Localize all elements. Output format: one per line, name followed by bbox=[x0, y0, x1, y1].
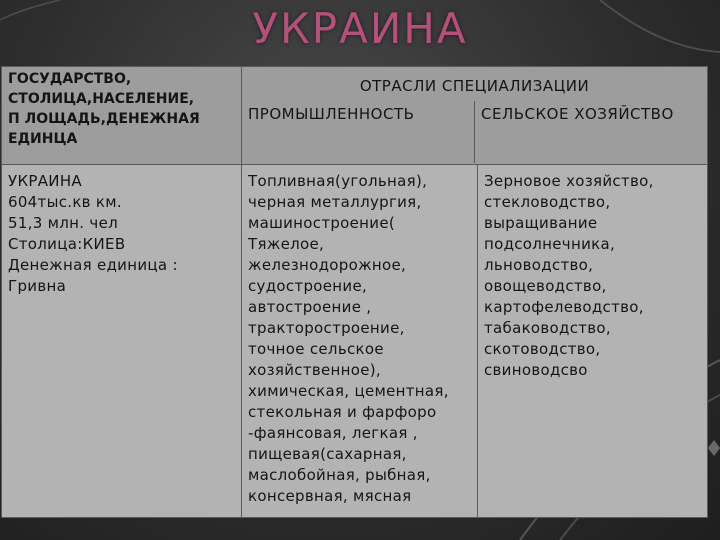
country-line: УКРАИНА bbox=[8, 172, 82, 191]
agriculture-line: льноводство, bbox=[484, 256, 594, 275]
industry-line: тракторостроение, bbox=[248, 319, 405, 338]
agriculture-header: СЕЛЬСКОЕ ХОЗЯЙСТВО bbox=[474, 101, 707, 163]
left-header-line: ГОСУДАРСТВО, bbox=[8, 71, 132, 87]
left-header-line: ЕДИНЦА bbox=[8, 131, 78, 147]
country-line: Гривна bbox=[8, 277, 67, 296]
agriculture-line: табаководство, bbox=[484, 319, 611, 338]
industry-line: консервная, мясная bbox=[248, 487, 412, 506]
agriculture-cell bbox=[478, 165, 708, 518]
table-header-row bbox=[2, 67, 708, 165]
agriculture-line: выращивание bbox=[484, 214, 598, 233]
agriculture-line: подсолнечника, bbox=[484, 235, 616, 254]
specialization-table bbox=[1, 66, 708, 518]
industry-line: химическая, цементная, bbox=[248, 382, 449, 401]
industry-line: черная металлургия, bbox=[248, 193, 422, 212]
agriculture-line: свиноводсво bbox=[484, 361, 588, 380]
industry-line: автостроение , bbox=[248, 298, 372, 317]
right-header-cell bbox=[242, 67, 708, 165]
country-line: 51,3 млн. чел bbox=[8, 214, 118, 233]
agriculture-line: овощеводство, bbox=[484, 277, 607, 296]
specialization-header: ОТРАСЛИ СПЕЦИАЛИЗАЦИИ bbox=[359, 77, 590, 95]
industry-line: маслобойная, рыбная, bbox=[248, 466, 431, 485]
industry-line: точное сельское bbox=[248, 340, 384, 359]
industry-line: -фаянсовая, легкая , bbox=[248, 424, 418, 443]
industry-line: Тяжелое, bbox=[248, 235, 325, 254]
industry-line: Топливная(угольная), bbox=[248, 172, 428, 191]
industry-line: стекольная и фарфоро bbox=[248, 403, 437, 422]
industry-line: судостроение, bbox=[248, 277, 368, 296]
industry-cell bbox=[242, 165, 478, 518]
left-header-line: П ЛОЩАДЬ,ДЕНЕЖНАЯ bbox=[8, 111, 200, 127]
agriculture-line: стекловодство, bbox=[484, 193, 611, 212]
sub-header-row bbox=[242, 101, 707, 163]
industry-line: железнодорожное, bbox=[248, 256, 407, 275]
industry-header: ПРОМЫШЛЕННОСТЬ bbox=[248, 105, 415, 123]
country-line: Денежная единица : bbox=[8, 256, 178, 275]
left-header-cell bbox=[2, 67, 242, 165]
agriculture-line: Зерновое хозяйство, bbox=[484, 172, 654, 191]
industry-line: пищевая(сахарная, bbox=[248, 445, 407, 464]
agriculture-line: картофелеводство, bbox=[484, 298, 644, 317]
country-cell bbox=[2, 165, 242, 518]
left-header-line: СТОЛИЦА,НАСЕЛЕНИЕ, bbox=[8, 91, 195, 107]
agriculture-line: скотоводство, bbox=[484, 340, 601, 359]
country-line: 604тыс.кв км. bbox=[8, 193, 122, 212]
slide-title: УКРАИНА bbox=[252, 4, 468, 53]
industry-line: хозяйственное), bbox=[248, 361, 381, 380]
country-line: Столица:КИЕВ bbox=[8, 235, 126, 254]
table-row bbox=[2, 165, 708, 518]
industry-line: машиностроение( bbox=[248, 214, 396, 233]
